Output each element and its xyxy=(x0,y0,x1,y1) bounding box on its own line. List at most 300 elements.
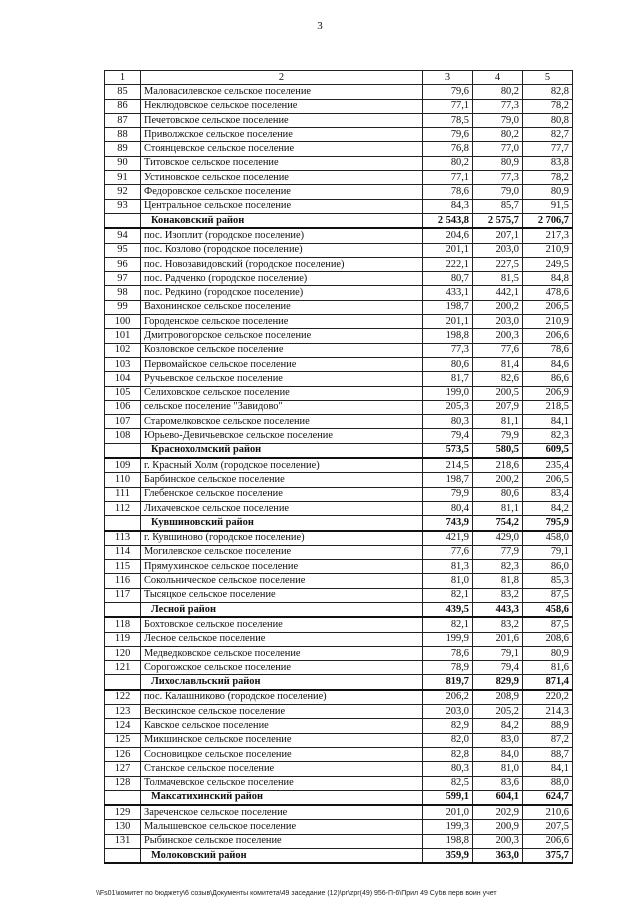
row-value-col3: 206,2 xyxy=(423,690,473,705)
row-number: 95 xyxy=(105,243,141,257)
row-value-col3: 198,8 xyxy=(423,834,473,848)
row-value-col4: 754,2 xyxy=(473,516,523,531)
row-name: Вескинское сельское поселение xyxy=(141,705,423,719)
row-number: 124 xyxy=(105,719,141,733)
row-value-col3: 198,7 xyxy=(423,473,473,487)
row-number: 123 xyxy=(105,705,141,719)
row-number xyxy=(105,849,141,864)
row-value-col5: 624,7 xyxy=(523,790,573,805)
table-row xyxy=(105,747,573,761)
table-row xyxy=(105,834,573,848)
row-name: Козловское сельское поселение xyxy=(141,343,423,357)
row-value-col4: 79,9 xyxy=(473,429,523,443)
row-value-col3: 82,0 xyxy=(423,733,473,747)
row-value-col4: 580,5 xyxy=(473,443,523,458)
row-name: Старомелковское сельское поселение xyxy=(141,415,423,429)
row-name: Молоковский район xyxy=(141,849,423,864)
row-value-col3: 199,9 xyxy=(423,632,473,646)
row-name: Вахонинское сельское поселение xyxy=(141,300,423,314)
row-value-col4: 83,2 xyxy=(473,588,523,602)
row-number: 122 xyxy=(105,690,141,705)
row-value-col5: 91,5 xyxy=(523,199,573,213)
row-value-col3: 79,6 xyxy=(423,128,473,142)
row-value-col4: 80,2 xyxy=(473,128,523,142)
row-value-col3: 80,3 xyxy=(423,762,473,776)
header-row xyxy=(105,71,573,85)
row-value-col5: 235,4 xyxy=(523,458,573,473)
table-row xyxy=(105,272,573,286)
row-name: Зареченское сельское поселение xyxy=(141,805,423,820)
table-row xyxy=(105,343,573,357)
table-row xyxy=(105,185,573,199)
row-number: 102 xyxy=(105,343,141,357)
table-row xyxy=(105,400,573,414)
row-name: Селиховское сельское поселение xyxy=(141,386,423,400)
row-value-col3: 439,5 xyxy=(423,602,473,617)
row-value-col3: 573,5 xyxy=(423,443,473,458)
row-value-col5: 458,0 xyxy=(523,531,573,546)
row-name: Медведковское сельское поселение xyxy=(141,646,423,660)
table-row xyxy=(105,243,573,257)
row-name: пос. Редкино (городское поселение) xyxy=(141,286,423,300)
row-name: пос. Изоплит (городское поселение) xyxy=(141,228,423,243)
row-value-col3: 77,3 xyxy=(423,343,473,357)
row-number: 104 xyxy=(105,372,141,386)
row-value-col3: 81,7 xyxy=(423,372,473,386)
row-number: 129 xyxy=(105,805,141,820)
row-value-col3: 82,1 xyxy=(423,588,473,602)
row-value-col5: 88,0 xyxy=(523,776,573,790)
row-value-col4: 203,0 xyxy=(473,243,523,257)
row-name: Титовское сельское поселение xyxy=(141,156,423,170)
table-row xyxy=(105,473,573,487)
row-number: 97 xyxy=(105,272,141,286)
row-value-col4: 429,0 xyxy=(473,531,523,546)
table-row xyxy=(105,113,573,127)
row-number: 91 xyxy=(105,171,141,185)
row-number: 113 xyxy=(105,531,141,546)
row-number: 96 xyxy=(105,257,141,271)
row-number: 115 xyxy=(105,560,141,574)
row-value-col3: 82,5 xyxy=(423,776,473,790)
row-name: пос. Радченко (городское поселение) xyxy=(141,272,423,286)
row-value-col4: 829,9 xyxy=(473,675,523,690)
table-row xyxy=(105,501,573,515)
row-value-col3: 80,4 xyxy=(423,501,473,515)
row-value-col5: 84,8 xyxy=(523,272,573,286)
table-row xyxy=(105,617,573,632)
row-value-col5: 78,2 xyxy=(523,99,573,113)
table-row xyxy=(105,300,573,314)
table-row xyxy=(105,99,573,113)
row-name: Краснохолмский район xyxy=(141,443,423,458)
row-name: сельское поселение "Завидово" xyxy=(141,400,423,414)
row-name: Максатихинский район xyxy=(141,790,423,805)
row-value-col5: 458,6 xyxy=(523,602,573,617)
row-value-col3: 203,0 xyxy=(423,705,473,719)
table-row xyxy=(105,574,573,588)
row-value-col3: 82,8 xyxy=(423,747,473,761)
row-value-col5: 206,6 xyxy=(523,834,573,848)
row-number: 90 xyxy=(105,156,141,170)
table-row xyxy=(105,531,573,546)
row-number: 110 xyxy=(105,473,141,487)
row-value-col3: 199,3 xyxy=(423,820,473,834)
table-row xyxy=(105,415,573,429)
row-number: 94 xyxy=(105,228,141,243)
row-value-col5: 210,6 xyxy=(523,805,573,820)
row-value-col5: 609,5 xyxy=(523,443,573,458)
row-value-col5: 84,2 xyxy=(523,501,573,515)
row-name: Кавское сельское поселение xyxy=(141,719,423,733)
row-number: 125 xyxy=(105,733,141,747)
row-number: 109 xyxy=(105,458,141,473)
row-value-col5: 87,5 xyxy=(523,588,573,602)
table-row xyxy=(105,733,573,747)
page-number: 3 xyxy=(317,20,323,32)
row-value-col5: 83,4 xyxy=(523,487,573,501)
row-name: Федоровское сельское поселение xyxy=(141,185,423,199)
row-value-col3: 359,9 xyxy=(423,849,473,864)
row-value-col4: 200,3 xyxy=(473,329,523,343)
row-name: Центральное сельское поселение xyxy=(141,199,423,213)
row-value-col4: 81,8 xyxy=(473,574,523,588)
row-number: 87 xyxy=(105,113,141,127)
row-value-col4: 442,1 xyxy=(473,286,523,300)
row-name: Конаковский район xyxy=(141,213,423,228)
row-value-col5: 78,2 xyxy=(523,171,573,185)
row-value-col4: 81,5 xyxy=(473,272,523,286)
row-value-col4: 81,4 xyxy=(473,357,523,371)
row-name: Маловасилевское сельское поселение xyxy=(141,85,423,99)
row-name: Барбинское сельское поселение xyxy=(141,473,423,487)
row-name: Прямухинское сельское поселение xyxy=(141,560,423,574)
row-value-col3: 79,4 xyxy=(423,429,473,443)
row-name: Станское сельское поселение xyxy=(141,762,423,776)
row-number: 116 xyxy=(105,574,141,588)
row-value-col5: 218,5 xyxy=(523,400,573,414)
row-value-col4: 200,5 xyxy=(473,386,523,400)
row-number: 119 xyxy=(105,632,141,646)
table-row xyxy=(105,560,573,574)
district-total-row xyxy=(105,675,573,690)
row-number: 127 xyxy=(105,762,141,776)
row-value-col3: 78,9 xyxy=(423,661,473,675)
row-value-col3: 433,1 xyxy=(423,286,473,300)
table-row xyxy=(105,632,573,646)
table-row xyxy=(105,661,573,675)
row-name: Первомайское сельское поселение xyxy=(141,357,423,371)
table-row xyxy=(105,719,573,733)
row-value-col3: 80,6 xyxy=(423,357,473,371)
footer-file-path: \\Fs01\комитет по бюджету\6 созыв\Документы комитета\49 заседание (12)\pr\zpr(49) 956-П-6\Прил 49 Субв перв воин учет xyxy=(96,890,497,897)
row-number xyxy=(105,213,141,228)
table-row xyxy=(105,762,573,776)
row-number xyxy=(105,516,141,531)
row-name: Сокольническое сельское поселение xyxy=(141,574,423,588)
row-name: Тысяцкое сельское поселение xyxy=(141,588,423,602)
row-number: 86 xyxy=(105,99,141,113)
header-cell-5: 5 xyxy=(523,71,573,85)
row-value-col4: 200,3 xyxy=(473,834,523,848)
table-row xyxy=(105,128,573,142)
row-value-col3: 80,2 xyxy=(423,156,473,170)
row-number xyxy=(105,790,141,805)
row-value-col3: 78,5 xyxy=(423,113,473,127)
row-number: 85 xyxy=(105,85,141,99)
row-value-col4: 81,1 xyxy=(473,501,523,515)
row-name: Юрьево-Девичьевское сельское поселение xyxy=(141,429,423,443)
row-number: 126 xyxy=(105,747,141,761)
row-value-col3: 78,6 xyxy=(423,646,473,660)
row-value-col5: 81,6 xyxy=(523,661,573,675)
row-value-col4: 200,9 xyxy=(473,820,523,834)
row-number: 118 xyxy=(105,617,141,632)
table-row xyxy=(105,646,573,660)
row-number xyxy=(105,602,141,617)
table-row xyxy=(105,156,573,170)
row-name: Могилевское сельское поселение xyxy=(141,545,423,559)
row-value-col4: 83,2 xyxy=(473,617,523,632)
district-total-row xyxy=(105,602,573,617)
district-total-row xyxy=(105,790,573,805)
row-value-col4: 208,9 xyxy=(473,690,523,705)
row-value-col5: 79,1 xyxy=(523,545,573,559)
row-value-col4: 203,0 xyxy=(473,315,523,329)
row-number xyxy=(105,443,141,458)
row-number: 114 xyxy=(105,545,141,559)
header-cell-4: 4 xyxy=(473,71,523,85)
table-row xyxy=(105,820,573,834)
row-value-col3: 199,0 xyxy=(423,386,473,400)
row-name: Городенское сельское поселение xyxy=(141,315,423,329)
row-value-col3: 204,6 xyxy=(423,228,473,243)
row-value-col4: 443,3 xyxy=(473,602,523,617)
row-value-col3: 421,9 xyxy=(423,531,473,546)
row-value-col3: 205,3 xyxy=(423,400,473,414)
row-value-col5: 84,1 xyxy=(523,762,573,776)
row-value-col3: 198,8 xyxy=(423,329,473,343)
row-name: Малышевское сельское поселение xyxy=(141,820,423,834)
row-name: Устиновское сельское поселение xyxy=(141,171,423,185)
row-number: 120 xyxy=(105,646,141,660)
row-number: 99 xyxy=(105,300,141,314)
row-number: 105 xyxy=(105,386,141,400)
row-name: Ручьевское сельское поселение xyxy=(141,372,423,386)
row-value-col5: 88,7 xyxy=(523,747,573,761)
row-value-col3: 222,1 xyxy=(423,257,473,271)
row-value-col5: 86,0 xyxy=(523,560,573,574)
row-value-col4: 85,7 xyxy=(473,199,523,213)
row-value-col4: 227,5 xyxy=(473,257,523,271)
row-number: 121 xyxy=(105,661,141,675)
row-value-col4: 81,1 xyxy=(473,415,523,429)
table-row xyxy=(105,257,573,271)
row-value-col4: 200,2 xyxy=(473,300,523,314)
row-value-col5: 206,6 xyxy=(523,329,573,343)
row-value-col5: 80,9 xyxy=(523,646,573,660)
row-name: пос. Калашниково (городское поселение) xyxy=(141,690,423,705)
district-total-row xyxy=(105,443,573,458)
settlements-table xyxy=(104,70,573,864)
row-name: Сосновицкое сельское поселение xyxy=(141,747,423,761)
row-value-col3: 82,9 xyxy=(423,719,473,733)
row-name: Дмитровогорское сельское поселение xyxy=(141,329,423,343)
row-value-col4: 201,6 xyxy=(473,632,523,646)
table-row xyxy=(105,286,573,300)
row-value-col5: 82,7 xyxy=(523,128,573,142)
row-value-col4: 83,0 xyxy=(473,733,523,747)
row-name: г. Кувшиново (городское поселение) xyxy=(141,531,423,546)
row-name: Микшинское сельское поселение xyxy=(141,733,423,747)
row-value-col5: 206,5 xyxy=(523,300,573,314)
row-value-col3: 77,1 xyxy=(423,171,473,185)
row-value-col3: 78,6 xyxy=(423,185,473,199)
row-value-col4: 202,9 xyxy=(473,805,523,820)
row-value-col4: 79,4 xyxy=(473,661,523,675)
row-value-col3: 84,3 xyxy=(423,199,473,213)
row-number: 108 xyxy=(105,429,141,443)
row-number xyxy=(105,675,141,690)
row-value-col5: 220,2 xyxy=(523,690,573,705)
row-value-col5: 217,3 xyxy=(523,228,573,243)
row-name: Кувшиновский район xyxy=(141,516,423,531)
row-value-col5: 478,6 xyxy=(523,286,573,300)
table-row xyxy=(105,776,573,790)
row-name: пос. Козлово (городское поселение) xyxy=(141,243,423,257)
row-number: 117 xyxy=(105,588,141,602)
row-value-col3: 81,0 xyxy=(423,574,473,588)
row-number: 128 xyxy=(105,776,141,790)
row-name: Приволжское сельское поселение xyxy=(141,128,423,142)
row-value-col5: 87,5 xyxy=(523,617,573,632)
row-value-col3: 198,7 xyxy=(423,300,473,314)
row-value-col5: 80,8 xyxy=(523,113,573,127)
row-value-col3: 2 543,8 xyxy=(423,213,473,228)
row-value-col3: 201,1 xyxy=(423,243,473,257)
row-value-col5: 84,6 xyxy=(523,357,573,371)
data-table-container xyxy=(104,70,572,864)
row-value-col3: 743,9 xyxy=(423,516,473,531)
row-value-col5: 82,8 xyxy=(523,85,573,99)
row-value-col5: 88,9 xyxy=(523,719,573,733)
row-value-col3: 80,3 xyxy=(423,415,473,429)
row-value-col3: 201,1 xyxy=(423,315,473,329)
row-value-col5: 214,3 xyxy=(523,705,573,719)
row-value-col4: 205,2 xyxy=(473,705,523,719)
row-number: 93 xyxy=(105,199,141,213)
header-cell-3: 3 xyxy=(423,71,473,85)
row-value-col5: 84,1 xyxy=(523,415,573,429)
row-value-col3: 79,9 xyxy=(423,487,473,501)
row-value-col4: 2 575,7 xyxy=(473,213,523,228)
row-value-col5: 210,9 xyxy=(523,315,573,329)
district-total-row xyxy=(105,516,573,531)
row-value-col3: 76,8 xyxy=(423,142,473,156)
table-row xyxy=(105,329,573,343)
row-value-col5: 249,5 xyxy=(523,257,573,271)
row-name: Печетовское сельское поселение xyxy=(141,113,423,127)
row-value-col4: 79,0 xyxy=(473,113,523,127)
row-value-col5: 210,9 xyxy=(523,243,573,257)
row-value-col4: 207,1 xyxy=(473,228,523,243)
row-value-col5: 83,8 xyxy=(523,156,573,170)
row-number: 92 xyxy=(105,185,141,199)
row-name: пос. Новозавидовский (городское поселение) xyxy=(141,257,423,271)
row-value-col3: 201,0 xyxy=(423,805,473,820)
row-value-col3: 79,6 xyxy=(423,85,473,99)
row-value-col4: 218,6 xyxy=(473,458,523,473)
row-value-col4: 363,0 xyxy=(473,849,523,864)
table-row xyxy=(105,386,573,400)
row-value-col4: 77,9 xyxy=(473,545,523,559)
row-value-col4: 84,2 xyxy=(473,719,523,733)
row-number: 131 xyxy=(105,834,141,848)
row-number: 100 xyxy=(105,315,141,329)
row-value-col5: 206,5 xyxy=(523,473,573,487)
table-row xyxy=(105,85,573,99)
table-row xyxy=(105,588,573,602)
row-value-col5: 795,9 xyxy=(523,516,573,531)
row-value-col4: 82,6 xyxy=(473,372,523,386)
table-row xyxy=(105,357,573,371)
row-name: г. Красный Холм (городское поселение) xyxy=(141,458,423,473)
district-total-row xyxy=(105,849,573,864)
row-number: 107 xyxy=(105,415,141,429)
table-row xyxy=(105,705,573,719)
table-row xyxy=(105,690,573,705)
table-row xyxy=(105,228,573,243)
row-number: 88 xyxy=(105,128,141,142)
row-number: 111 xyxy=(105,487,141,501)
row-name: Лесной район xyxy=(141,602,423,617)
row-number: 103 xyxy=(105,357,141,371)
row-value-col4: 80,6 xyxy=(473,487,523,501)
row-value-col3: 77,6 xyxy=(423,545,473,559)
header-cell-1: 1 xyxy=(105,71,141,85)
row-value-col5: 206,9 xyxy=(523,386,573,400)
row-value-col4: 81,0 xyxy=(473,762,523,776)
row-name: Неклюдовское сельское поселение xyxy=(141,99,423,113)
row-value-col4: 80,9 xyxy=(473,156,523,170)
row-value-col4: 82,3 xyxy=(473,560,523,574)
row-value-col4: 77,3 xyxy=(473,99,523,113)
row-number: 106 xyxy=(105,400,141,414)
row-value-col5: 86,6 xyxy=(523,372,573,386)
row-value-col3: 214,5 xyxy=(423,458,473,473)
table-row xyxy=(105,545,573,559)
row-value-col4: 83,6 xyxy=(473,776,523,790)
table-row xyxy=(105,805,573,820)
row-value-col3: 819,7 xyxy=(423,675,473,690)
row-value-col5: 871,4 xyxy=(523,675,573,690)
table-row xyxy=(105,142,573,156)
row-value-col4: 80,2 xyxy=(473,85,523,99)
table-row xyxy=(105,315,573,329)
table-row xyxy=(105,458,573,473)
row-name: Лихачевское сельское поселение xyxy=(141,501,423,515)
row-value-col4: 77,3 xyxy=(473,171,523,185)
row-value-col4: 207,9 xyxy=(473,400,523,414)
row-number: 89 xyxy=(105,142,141,156)
table-row xyxy=(105,487,573,501)
row-value-col4: 77,0 xyxy=(473,142,523,156)
row-name: Толмачевское сельское поселение xyxy=(141,776,423,790)
row-name: Рыбинское сельское поселение xyxy=(141,834,423,848)
row-name: Лесное сельское поселение xyxy=(141,632,423,646)
row-value-col5: 375,7 xyxy=(523,849,573,864)
row-value-col3: 81,3 xyxy=(423,560,473,574)
